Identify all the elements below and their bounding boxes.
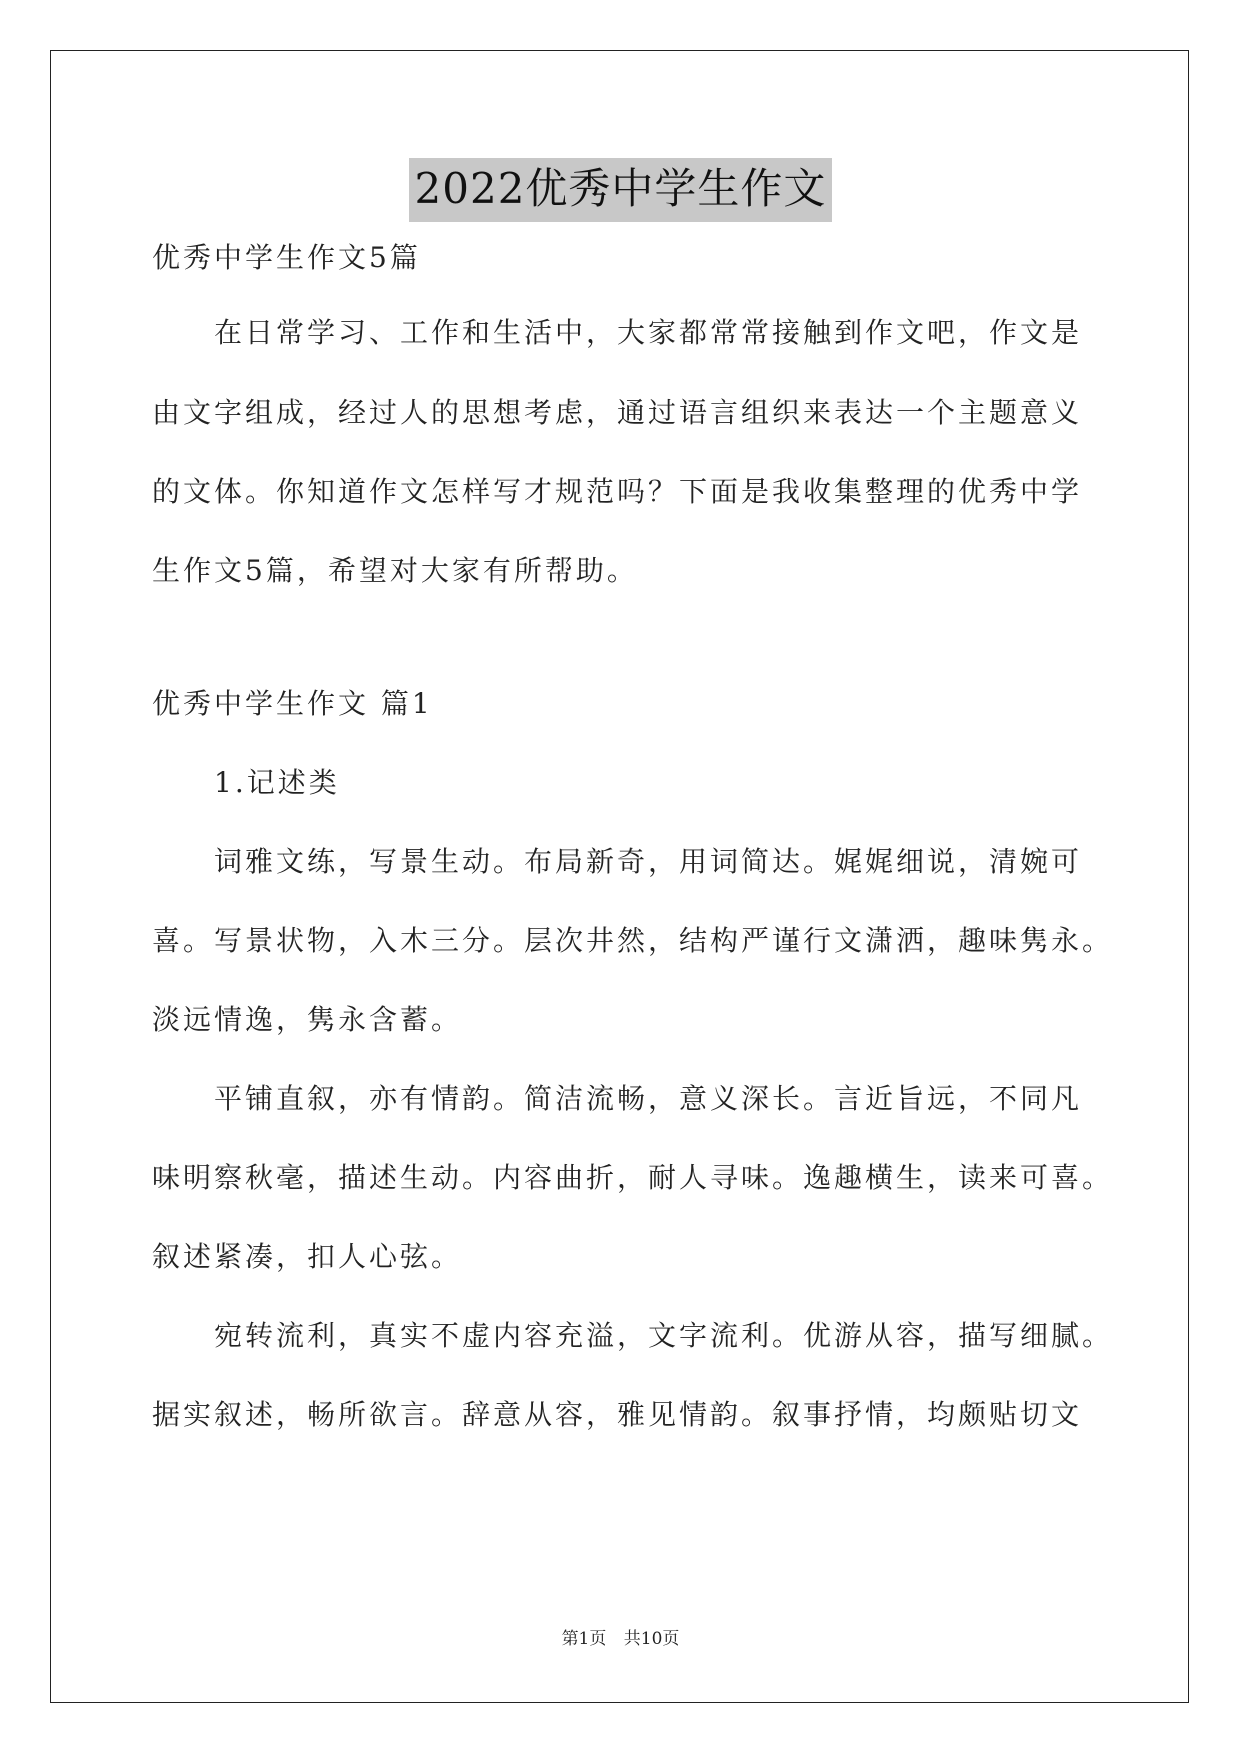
paragraph-line: 由文字组成，经过人的思想考虑，通过语言组织来表达一个主题意义: [152, 396, 1083, 429]
paragraph-line: 在日常学习、工作和生活中，大家都常常接触到作文吧，作文是: [214, 316, 1083, 349]
paragraph-line: 词雅文练，写景生动。布局新奇，用词简达。娓娓细说，清婉可: [214, 845, 1083, 878]
paragraph-line: 据实叙述，畅所欲言。辞意从容，雅见情韵。叙事抒情，均颇贴切文: [152, 1398, 1083, 1431]
paragraph-line: 平铺直叙，亦有情韵。简洁流畅，意义深长。言近旨远，不同凡: [214, 1082, 1083, 1115]
paragraph-line: 喜。写景状物，入木三分。层次井然，结构严谨行文潇洒，趣味隽永。: [152, 924, 1114, 957]
page-number: 第1页: [561, 1629, 607, 1649]
title-container: [0, 158, 1241, 222]
paragraph-line: 叙述紧凑，扣人心弦。: [152, 1240, 463, 1273]
subsection-heading: 1.记述类: [214, 766, 340, 799]
paragraph-line: 味明察秋毫，描述生动。内容曲折，耐人寻味。逸趣横生，读来可喜。: [152, 1161, 1114, 1194]
paragraph-line: 宛转流利，真实不虚内容充溢，文字流利。优游从容，描写细腻。: [214, 1319, 1114, 1352]
paragraph-line: 生作文5篇，希望对大家有所帮助。: [152, 554, 638, 587]
paragraph-line: 的文体。你知道作文怎样写才规范吗？下面是我收集整理的优秀中学: [152, 475, 1083, 508]
document-title: 2022优秀中学生作文: [409, 158, 833, 222]
section-heading: 优秀中学生作文 篇1: [152, 687, 433, 720]
subtitle-line: 优秀中学生作文5篇: [152, 241, 421, 274]
paragraph-line: 淡远情逸，隽永含蓄。: [152, 1003, 463, 1036]
page-footer: [0, 1624, 1241, 1649]
page-total: 共10页: [623, 1629, 680, 1649]
